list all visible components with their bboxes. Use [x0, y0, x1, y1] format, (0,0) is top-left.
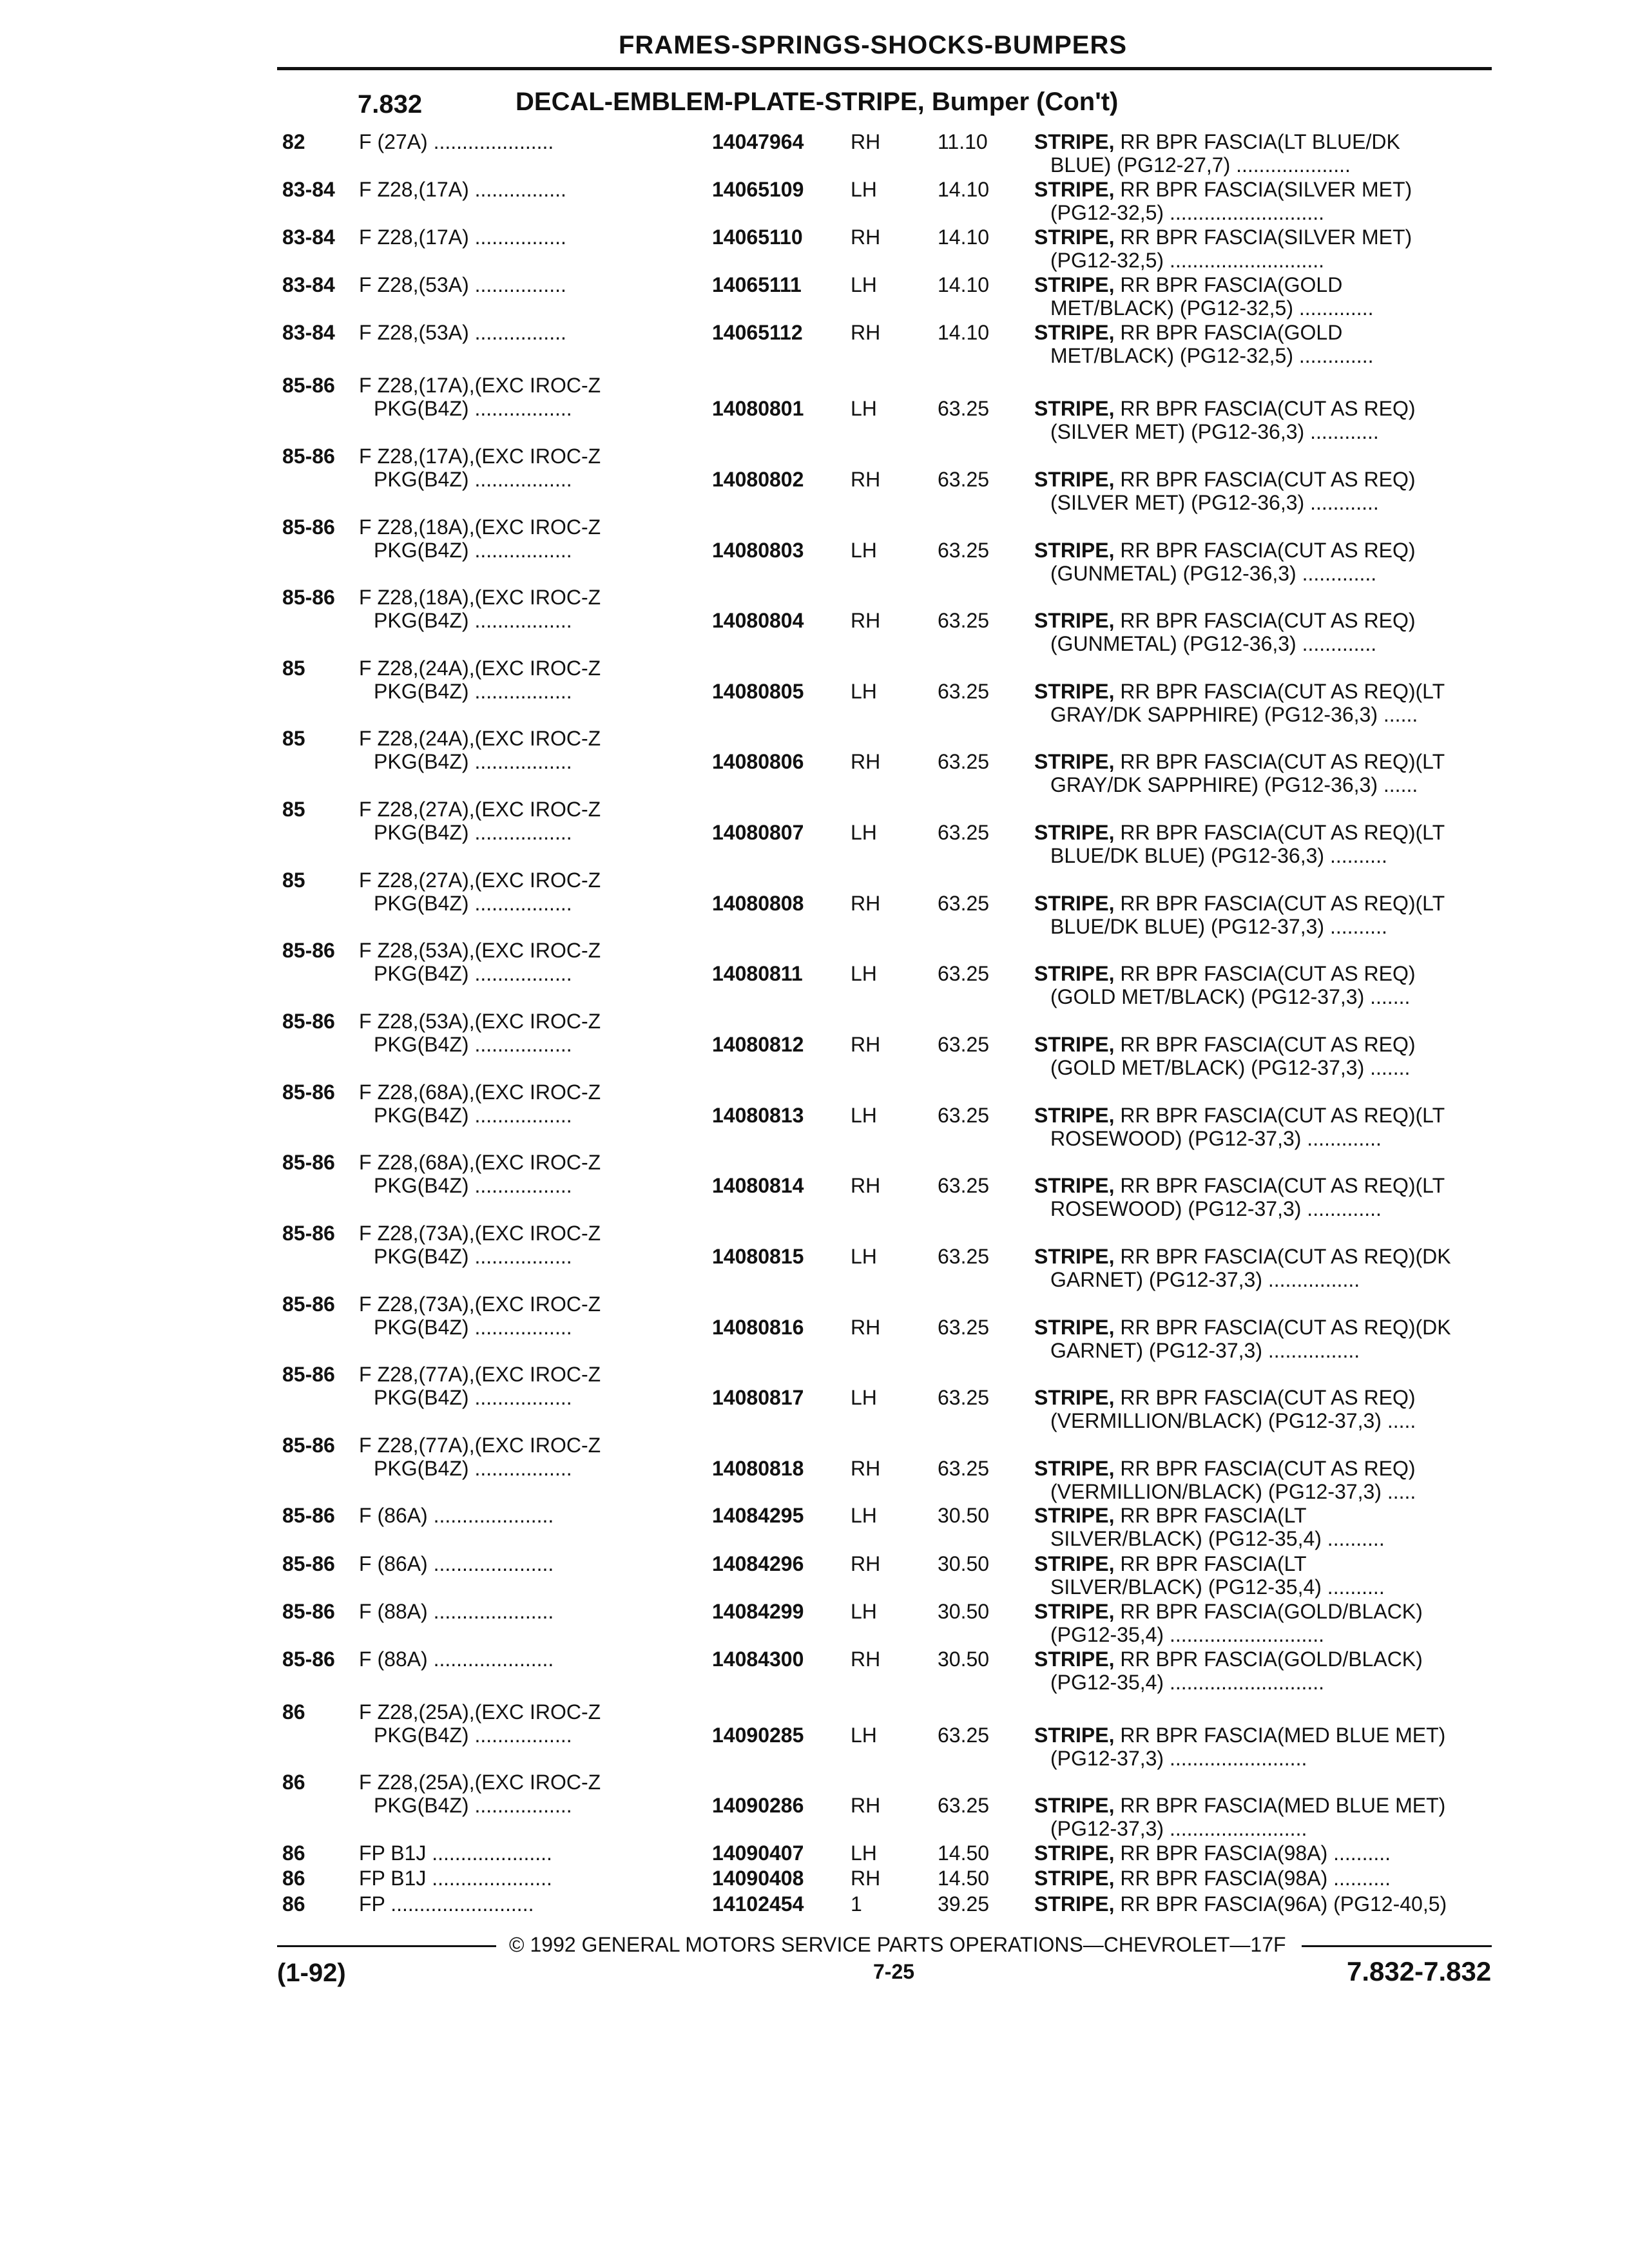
side-indicator: LH	[851, 1841, 877, 1865]
footer-section-range: 7.832-7.832	[1347, 1956, 1492, 1986]
side-indicator: LH	[851, 680, 877, 703]
part-number: 14090286	[712, 1794, 804, 1817]
part-description: STRIPE, RR BPR FASCIA(MED BLUE MET)	[1034, 1724, 1446, 1747]
part-description-cont: (PG12-32,5) ...........................	[1050, 201, 1325, 224]
vehicle-application-cont: PKG(B4Z) .................	[374, 1457, 572, 1480]
vehicle-application-cont: PKG(B4Z) .................	[374, 680, 572, 703]
vehicle-application-cont: PKG(B4Z) .................	[374, 1174, 572, 1197]
model-year: 86	[282, 1700, 305, 1724]
vehicle-application-cont: PKG(B4Z) .................	[374, 750, 572, 773]
price: 63.25	[938, 821, 990, 844]
part-number: 14047964	[712, 130, 804, 153]
part-description: STRIPE, RR BPR FASCIA(GOLD	[1034, 321, 1343, 344]
model-year: 85-86	[282, 445, 335, 468]
part-description-cont: (PG12-37,3) ........................	[1050, 1817, 1307, 1840]
model-year: 85-86	[282, 1363, 335, 1386]
side-indicator: RH	[851, 1648, 881, 1671]
vehicle-application: F Z28,(17A) ................	[359, 178, 566, 201]
side-indicator: RH	[851, 1867, 881, 1890]
part-number: 14080817	[712, 1386, 804, 1409]
model-year: 85-86	[282, 939, 335, 962]
part-description-cont: GARNET) (PG12-37,3) ................	[1050, 1339, 1360, 1362]
vehicle-application: F Z28,(24A),(EXC IROC-Z	[359, 727, 601, 750]
part-description-cont: (GOLD MET/BLACK) (PG12-37,3) .......	[1050, 1056, 1411, 1079]
part-description-cont: SILVER/BLACK) (PG12-35,4) ..........	[1050, 1575, 1385, 1599]
page-header-title: FRAMES-SPRINGS-SHOCKS-BUMPERS	[619, 31, 1128, 59]
price: 63.25	[938, 1457, 990, 1480]
footer-date: (1-92)	[277, 1959, 346, 1987]
model-year: 86	[282, 1892, 305, 1916]
part-description: STRIPE, RR BPR FASCIA(96A) (PG12-40,5)	[1034, 1892, 1447, 1916]
part-number: 14090408	[712, 1867, 804, 1890]
part-description: STRIPE, RR BPR FASCIA(CUT AS REQ)(DK	[1034, 1245, 1451, 1268]
part-description: STRIPE, RR BPR FASCIA(GOLD	[1034, 273, 1343, 296]
vehicle-application: FP B1J .....................	[359, 1841, 552, 1865]
price: 11.10	[938, 130, 988, 153]
part-description-cont: (PG12-35,4) ...........................	[1050, 1671, 1325, 1694]
part-description-cont: BLUE) (PG12-27,7) ....................	[1050, 153, 1351, 177]
part-number: 14080804	[712, 609, 804, 632]
part-description: STRIPE, RR BPR FASCIA(CUT AS REQ)	[1034, 1457, 1416, 1480]
price: 30.50	[938, 1600, 990, 1623]
side-indicator: LH	[851, 1245, 877, 1268]
price: 63.25	[938, 1033, 990, 1056]
part-number: 14084295	[712, 1504, 804, 1527]
model-year: 83-84	[282, 226, 335, 249]
price: 63.25	[938, 680, 990, 703]
vehicle-application: F Z28,(73A),(EXC IROC-Z	[359, 1222, 601, 1245]
vehicle-application-cont: PKG(B4Z) .................	[374, 1104, 572, 1127]
part-description: STRIPE, RR BPR FASCIA(GOLD/BLACK)	[1034, 1600, 1423, 1623]
vehicle-application-cont: PKG(B4Z) .................	[374, 539, 572, 562]
part-description-cont: (GUNMETAL) (PG12-36,3) .............	[1050, 632, 1377, 655]
part-description-cont: ROSEWOOD) (PG12-37,3) .............	[1050, 1127, 1382, 1150]
vehicle-application: F (88A) .....................	[359, 1600, 554, 1623]
side-indicator: RH	[851, 1552, 881, 1575]
vehicle-application-cont: PKG(B4Z) .................	[374, 1033, 572, 1056]
model-year: 85-86	[282, 1434, 335, 1457]
section-number: 7.832	[358, 90, 423, 119]
footer-rule-left	[277, 1945, 496, 1947]
part-number: 14080816	[712, 1316, 804, 1339]
price: 63.25	[938, 1174, 990, 1197]
price: 63.25	[938, 1316, 990, 1339]
model-year: 85-86	[282, 1552, 335, 1575]
side-indicator: LH	[851, 962, 877, 985]
part-description-cont: (SILVER MET) (PG12-36,3) ............	[1050, 420, 1379, 443]
part-description-cont: GRAY/DK SAPPHIRE) (PG12-36,3) ......	[1050, 773, 1418, 796]
part-description-cont: GRAY/DK SAPPHIRE) (PG12-36,3) ......	[1050, 703, 1418, 726]
part-description-cont: BLUE/DK BLUE) (PG12-36,3) ..........	[1050, 844, 1387, 867]
model-year: 85-86	[282, 1600, 335, 1623]
vehicle-application: F Z28,(53A) ................	[359, 273, 566, 296]
part-description: STRIPE, RR BPR FASCIA(CUT AS REQ)	[1034, 1033, 1416, 1056]
side-indicator: RH	[851, 1033, 881, 1056]
part-description: STRIPE, RR BPR FASCIA(LT	[1034, 1504, 1307, 1527]
part-description: STRIPE, RR BPR FASCIA(LT	[1034, 1552, 1307, 1575]
price: 63.25	[938, 750, 990, 773]
side-indicator: LH	[851, 539, 877, 562]
vehicle-application: F Z28,(17A),(EXC IROC-Z	[359, 445, 601, 468]
model-year: 83-84	[282, 178, 335, 201]
price: 30.50	[938, 1504, 990, 1527]
vehicle-application: F Z28,(27A),(EXC IROC-Z	[359, 798, 601, 821]
vehicle-application: F Z28,(68A),(EXC IROC-Z	[359, 1151, 601, 1174]
price: 14.10	[938, 273, 990, 296]
vehicle-application: F Z28,(25A),(EXC IROC-Z	[359, 1700, 601, 1724]
part-description-cont: MET/BLACK) (PG12-32,5) .............	[1050, 296, 1374, 320]
part-description: STRIPE, RR BPR FASCIA(LT BLUE/DK	[1034, 130, 1400, 153]
side-indicator: RH	[851, 468, 881, 491]
vehicle-application: F Z28,(18A),(EXC IROC-Z	[359, 586, 601, 609]
side-indicator: RH	[851, 609, 881, 632]
vehicle-application: F Z28,(77A),(EXC IROC-Z	[359, 1363, 601, 1386]
price: 14.50	[938, 1841, 990, 1865]
vehicle-application: F Z28,(73A),(EXC IROC-Z	[359, 1293, 601, 1316]
part-number: 14080818	[712, 1457, 804, 1480]
vehicle-application: F Z28,(53A),(EXC IROC-Z	[359, 1010, 601, 1033]
model-year: 85-86	[282, 515, 335, 539]
footer-copyright: © 1992 GENERAL MOTORS SERVICE PARTS OPERATIONS—CHEVROLET—17F	[509, 1933, 1286, 1956]
model-year: 85-86	[282, 1151, 335, 1174]
price: 30.50	[938, 1552, 990, 1575]
side-indicator: LH	[851, 397, 877, 420]
side-indicator: LH	[851, 1724, 877, 1747]
model-year: 85	[282, 869, 305, 892]
side-indicator: RH	[851, 892, 881, 915]
part-description: STRIPE, RR BPR FASCIA(GOLD/BLACK)	[1034, 1648, 1423, 1671]
vehicle-application-cont: PKG(B4Z) .................	[374, 962, 572, 985]
price: 14.10	[938, 321, 990, 344]
vehicle-application-cont: PKG(B4Z) .................	[374, 1794, 572, 1817]
vehicle-application-cont: PKG(B4Z) .................	[374, 1386, 572, 1409]
vehicle-application: F Z28,(25A),(EXC IROC-Z	[359, 1771, 601, 1794]
price: 63.25	[938, 1724, 990, 1747]
part-number: 14080801	[712, 397, 804, 420]
part-description-cont: (PG12-35,4) ...........................	[1050, 1623, 1325, 1646]
price: 63.25	[938, 892, 990, 915]
part-number: 14080811	[712, 962, 803, 985]
side-indicator: LH	[851, 1386, 877, 1409]
part-description-cont: (PG12-37,3) ........................	[1050, 1747, 1307, 1770]
part-description-cont: BLUE/DK BLUE) (PG12-37,3) ..........	[1050, 915, 1387, 938]
price: 63.25	[938, 1104, 990, 1127]
part-description-cont: ROSEWOOD) (PG12-37,3) .............	[1050, 1197, 1382, 1220]
part-description: STRIPE, RR BPR FASCIA(CUT AS REQ)(LT	[1034, 1174, 1445, 1197]
part-number: 14065110	[712, 226, 803, 249]
vehicle-application: FP B1J .....................	[359, 1867, 552, 1890]
price: 14.50	[938, 1867, 990, 1890]
vehicle-application: F (86A) .....................	[359, 1504, 554, 1527]
model-year: 86	[282, 1841, 305, 1865]
vehicle-application-cont: PKG(B4Z) .................	[374, 468, 572, 491]
price: 30.50	[938, 1648, 990, 1671]
vehicle-application: F (86A) .....................	[359, 1552, 554, 1575]
part-description-cont: (VERMILLION/BLACK) (PG12-37,3) .....	[1050, 1409, 1416, 1432]
part-description-cont: (GOLD MET/BLACK) (PG12-37,3) .......	[1050, 985, 1411, 1008]
model-year: 85	[282, 657, 305, 680]
side-indicator: RH	[851, 130, 881, 153]
part-description-cont: (SILVER MET) (PG12-36,3) ............	[1050, 491, 1379, 514]
price: 63.25	[938, 1386, 990, 1409]
footer-rule-right	[1302, 1945, 1492, 1947]
model-year: 83-84	[282, 321, 335, 344]
part-description: STRIPE, RR BPR FASCIA(CUT AS REQ)(LT	[1034, 750, 1445, 773]
side-indicator: 1	[851, 1892, 862, 1916]
vehicle-application: F Z28,(17A) ................	[359, 226, 566, 249]
part-number: 14084300	[712, 1648, 804, 1671]
side-indicator: RH	[851, 226, 881, 249]
part-description: STRIPE, RR BPR FASCIA(CUT AS REQ)(LT	[1034, 821, 1445, 844]
model-year: 82	[282, 130, 305, 153]
vehicle-application-cont: PKG(B4Z) .................	[374, 1245, 572, 1268]
vehicle-application: F Z28,(18A),(EXC IROC-Z	[359, 515, 601, 539]
part-description: STRIPE, RR BPR FASCIA(CUT AS REQ)	[1034, 1386, 1416, 1409]
part-description: STRIPE, RR BPR FASCIA(SILVER MET)	[1034, 226, 1412, 249]
side-indicator: RH	[851, 750, 881, 773]
part-number: 14080808	[712, 892, 804, 915]
part-description-cont: GARNET) (PG12-37,3) ................	[1050, 1268, 1360, 1291]
side-indicator: LH	[851, 821, 877, 844]
part-number: 14080814	[712, 1174, 804, 1197]
vehicle-application: F Z28,(77A),(EXC IROC-Z	[359, 1434, 601, 1457]
part-description-cont: MET/BLACK) (PG12-32,5) .............	[1050, 344, 1374, 367]
side-indicator: LH	[851, 1504, 877, 1527]
model-year: 85-86	[282, 374, 335, 397]
part-number: 14080812	[712, 1033, 804, 1056]
part-description: STRIPE, RR BPR FASCIA(SILVER MET)	[1034, 178, 1412, 201]
part-number: 14080803	[712, 539, 804, 562]
price: 63.25	[938, 1794, 990, 1817]
side-indicator: LH	[851, 178, 877, 201]
vehicle-application-cont: PKG(B4Z) .................	[374, 1724, 572, 1747]
part-description: STRIPE, RR BPR FASCIA(CUT AS REQ)(LT	[1034, 1104, 1445, 1127]
model-year: 85-86	[282, 1010, 335, 1033]
part-number: 14090407	[712, 1841, 804, 1865]
part-description-cont: SILVER/BLACK) (PG12-35,4) ..........	[1050, 1527, 1385, 1550]
vehicle-application: F (88A) .....................	[359, 1648, 554, 1671]
price: 63.25	[938, 468, 990, 491]
side-indicator: LH	[851, 1600, 877, 1623]
part-number: 14102454	[712, 1892, 804, 1916]
part-number: 14080807	[712, 821, 804, 844]
part-description-cont: (GUNMETAL) (PG12-36,3) .............	[1050, 562, 1377, 585]
side-indicator: RH	[851, 321, 881, 344]
footer-page-number: 7-25	[873, 1960, 915, 1983]
side-indicator: RH	[851, 1174, 881, 1197]
vehicle-application: F Z28,(24A),(EXC IROC-Z	[359, 657, 601, 680]
part-number: 14080806	[712, 750, 804, 773]
part-description: STRIPE, RR BPR FASCIA(CUT AS REQ)(LT	[1034, 892, 1445, 915]
price: 63.25	[938, 539, 990, 562]
part-number: 14065112	[712, 321, 803, 344]
vehicle-application: FP .........................	[359, 1892, 534, 1916]
part-number: 14065111	[712, 273, 802, 296]
part-description: STRIPE, RR BPR FASCIA(CUT AS REQ)	[1034, 962, 1416, 985]
part-description: STRIPE, RR BPR FASCIA(CUT AS REQ)	[1034, 609, 1416, 632]
price: 63.25	[938, 962, 990, 985]
vehicle-application-cont: PKG(B4Z) .................	[374, 892, 572, 915]
part-number: 14084299	[712, 1600, 804, 1623]
model-year: 85-86	[282, 1293, 335, 1316]
vehicle-application: F (27A) .....................	[359, 130, 554, 153]
part-number: 14065109	[712, 178, 804, 201]
part-description: STRIPE, RR BPR FASCIA(CUT AS REQ)	[1034, 539, 1416, 562]
price: 63.25	[938, 397, 990, 420]
part-number: 14090285	[712, 1724, 804, 1747]
side-indicator: LH	[851, 273, 877, 296]
header-rule	[277, 67, 1492, 70]
part-description: STRIPE, RR BPR FASCIA(CUT AS REQ)	[1034, 397, 1416, 420]
part-number: 14080802	[712, 468, 804, 491]
vehicle-application: F Z28,(53A) ................	[359, 321, 566, 344]
part-description-cont: (VERMILLION/BLACK) (PG12-37,3) .....	[1050, 1480, 1416, 1503]
side-indicator: LH	[851, 1104, 877, 1127]
part-description-cont: (PG12-32,5) ...........................	[1050, 249, 1325, 272]
vehicle-application-cont: PKG(B4Z) .................	[374, 821, 572, 844]
model-year: 86	[282, 1771, 305, 1794]
price: 63.25	[938, 609, 990, 632]
model-year: 85	[282, 727, 305, 750]
part-description: STRIPE, RR BPR FASCIA(CUT AS REQ)(DK	[1034, 1316, 1451, 1339]
model-year: 85-86	[282, 1648, 335, 1671]
price: 14.10	[938, 178, 990, 201]
vehicle-application-cont: PKG(B4Z) .................	[374, 397, 572, 420]
vehicle-application-cont: PKG(B4Z) .................	[374, 609, 572, 632]
side-indicator: RH	[851, 1457, 881, 1480]
side-indicator: RH	[851, 1316, 881, 1339]
part-number: 14084296	[712, 1552, 804, 1575]
model-year: 83-84	[282, 273, 335, 296]
part-description: STRIPE, RR BPR FASCIA(98A) ..........	[1034, 1867, 1391, 1890]
part-number: 14080805	[712, 680, 804, 703]
section-title: DECAL-EMBLEM-PLATE-STRIPE, Bumper (Con't)	[516, 88, 1119, 116]
price: 63.25	[938, 1245, 990, 1268]
model-year: 85-86	[282, 1081, 335, 1104]
part-description: STRIPE, RR BPR FASCIA(CUT AS REQ)	[1034, 468, 1416, 491]
model-year: 86	[282, 1867, 305, 1890]
model-year: 85	[282, 798, 305, 821]
vehicle-application: F Z28,(27A),(EXC IROC-Z	[359, 869, 601, 892]
model-year: 85-86	[282, 586, 335, 609]
price: 39.25	[938, 1892, 990, 1916]
part-number: 14080815	[712, 1245, 804, 1268]
model-year: 85-86	[282, 1222, 335, 1245]
vehicle-application: F Z28,(53A),(EXC IROC-Z	[359, 939, 601, 962]
vehicle-application: F Z28,(68A),(EXC IROC-Z	[359, 1081, 601, 1104]
side-indicator: RH	[851, 1794, 881, 1817]
part-description: STRIPE, RR BPR FASCIA(MED BLUE MET)	[1034, 1794, 1446, 1817]
part-description: STRIPE, RR BPR FASCIA(CUT AS REQ)(LT	[1034, 680, 1445, 703]
part-number: 14080813	[712, 1104, 804, 1127]
price: 14.10	[938, 226, 990, 249]
part-description: STRIPE, RR BPR FASCIA(98A) ..........	[1034, 1841, 1391, 1865]
vehicle-application: F Z28,(17A),(EXC IROC-Z	[359, 374, 601, 397]
vehicle-application-cont: PKG(B4Z) .................	[374, 1316, 572, 1339]
model-year: 85-86	[282, 1504, 335, 1527]
